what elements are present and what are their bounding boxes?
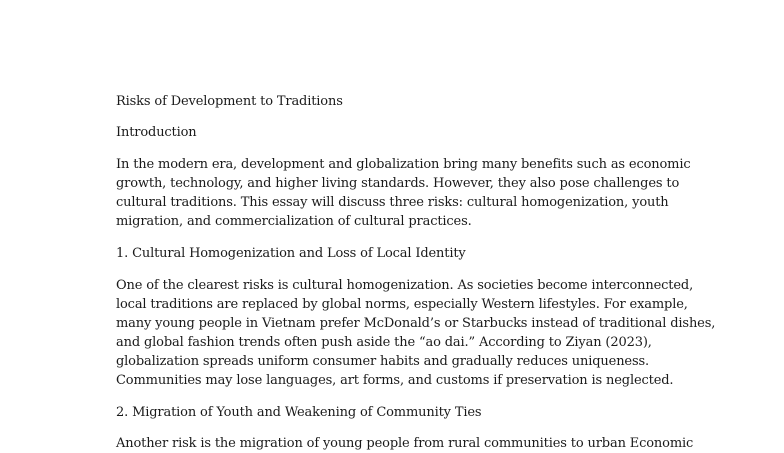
intro-paragraph-line: migration, and commercialization of cultural practices. <box>116 214 472 229</box>
section1-paragraph-line: Communities may lose languages, art forms, and customs if preservation is neglected. <box>116 373 674 388</box>
section1-paragraph-line: One of the clearest risks is cultural homogenization. As societies become interconnected, <box>116 278 694 293</box>
intro-heading: Introduction <box>116 125 197 140</box>
section1-heading: 1. Cultural Homogenization and Loss of Local Identity <box>116 246 466 261</box>
section1-paragraph-line: local traditions are replaced by global norms, especially Western lifestyles. For example, <box>116 297 688 312</box>
section1-paragraph-line: many young people in Vietnam prefer McDonald’s or Starbucks instead of traditional dishes, <box>116 316 716 331</box>
intro-paragraph-line: In the modern era, development and globalization bring many benefits such as economic <box>116 157 691 172</box>
section2-paragraph-line: Another risk is the migration of young people from rural communities to urban Economic <box>116 436 694 451</box>
section2-heading: 2. Migration of Youth and Weakening of Community Ties <box>116 405 482 420</box>
section1-paragraph-line: and global fashion trends often push aside the “ao dai.” According to Ziyan (2023), <box>116 335 652 350</box>
section1-paragraph-line: globalization spreads uniform consumer habits and gradually reduces uniqueness. <box>116 354 649 369</box>
intro-paragraph-line: cultural traditions. This essay will discuss three risks: cultural homogenization, youth <box>116 195 669 210</box>
document-title: Risks of Development to Traditions <box>116 94 343 109</box>
intro-paragraph-line: growth, technology, and higher living standards. However, they also pose challenges to <box>116 176 680 191</box>
